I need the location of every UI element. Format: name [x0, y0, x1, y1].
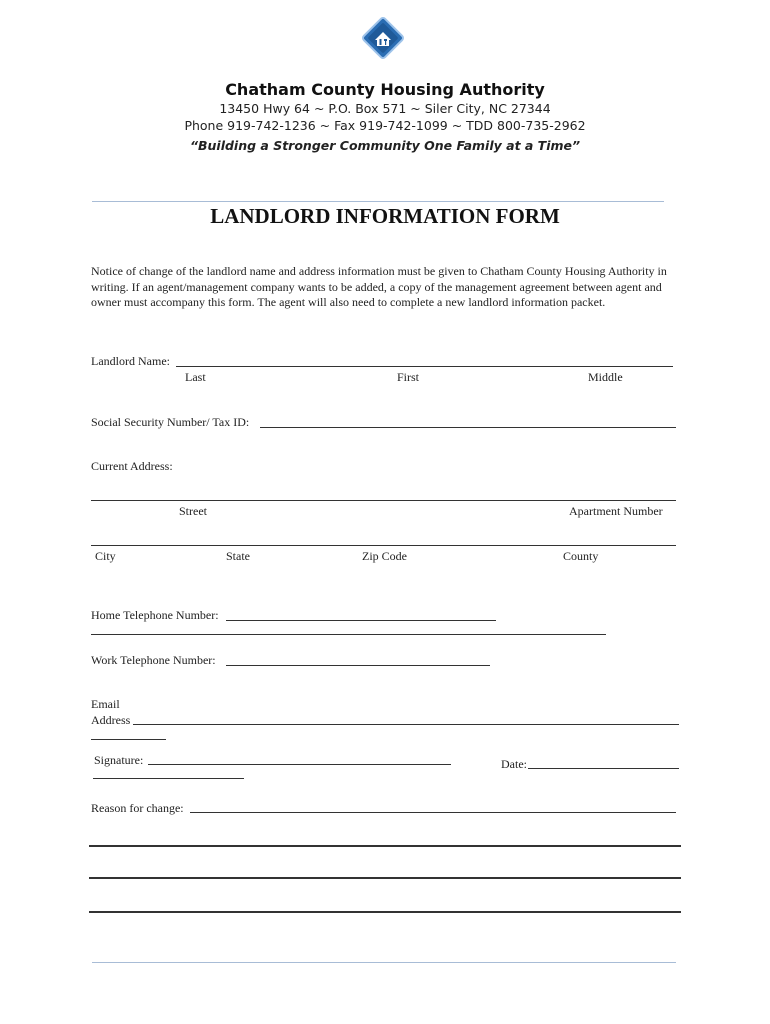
signature-field[interactable] — [148, 764, 451, 765]
zip-caption: Zip Code — [362, 549, 407, 563]
city-caption: City — [95, 549, 116, 563]
last-name-caption: Last — [185, 370, 206, 384]
organization-name: Chatham County Housing Authority — [225, 80, 545, 99]
organization-phone: Phone 919-742-1236 ~ Fax 919-742-1099 ~ TDD 800-735-2962 — [184, 118, 586, 133]
date-field[interactable] — [528, 768, 679, 769]
reason-label: Reason for change: — [91, 801, 184, 815]
current-address-label: Current Address: — [91, 459, 173, 473]
work-phone-label: Work Telephone Number: — [91, 653, 216, 667]
email-label: Email — [91, 697, 120, 711]
landlord-name-field[interactable] — [176, 366, 673, 367]
ssn-field[interactable] — [260, 427, 676, 428]
street-caption: Street — [179, 504, 207, 518]
apartment-caption: Apartment Number — [569, 504, 663, 518]
work-phone-field[interactable] — [226, 665, 490, 666]
landlord-name-label: Landlord Name: — [91, 354, 170, 368]
email-field[interactable] — [133, 724, 679, 725]
reason-line-3[interactable] — [89, 911, 681, 913]
house-logo-icon — [360, 15, 406, 61]
reason-field[interactable] — [190, 812, 676, 813]
footer-divider — [92, 962, 676, 963]
organization-address: 13450 Hwy 64 ~ P.O. Box 571 ~ Siler City, NC 27344 — [219, 101, 551, 116]
street-field[interactable] — [91, 500, 676, 501]
middle-name-caption: Middle — [588, 370, 623, 384]
state-caption: State — [226, 549, 250, 563]
ssn-label: Social Security Number/ Tax ID: — [91, 415, 250, 429]
first-name-caption: First — [397, 370, 420, 384]
reason-line-2[interactable] — [89, 877, 681, 879]
city-state-zip-field[interactable] — [91, 545, 676, 546]
email-address-label: Address — [91, 713, 131, 727]
date-label: Date: — [501, 757, 527, 771]
home-phone-field-continued[interactable] — [91, 634, 606, 635]
county-caption: County — [563, 549, 599, 563]
signature-field-continued[interactable] — [93, 778, 244, 779]
organization-motto: “Building a Stronger Community One Family at a Time” — [189, 138, 581, 153]
signature-label: Signature: — [94, 753, 144, 767]
header-divider — [92, 201, 664, 202]
form-notice: Notice of change of the landlord name and address information must be given to Chatham County Housing Authority in writing. If an agent/management company wants to be added, a copy of the management agreement between agent and owner must accompany this form. The agent will also need to complete a new landlord information packet. — [91, 264, 667, 309]
home-phone-field[interactable] — [226, 620, 496, 621]
email-field-continued[interactable] — [91, 739, 166, 740]
reason-line-1[interactable] — [89, 845, 681, 847]
home-phone-label: Home Telephone Number: — [91, 608, 219, 622]
form-title: LANDLORD INFORMATION FORM — [210, 204, 560, 228]
